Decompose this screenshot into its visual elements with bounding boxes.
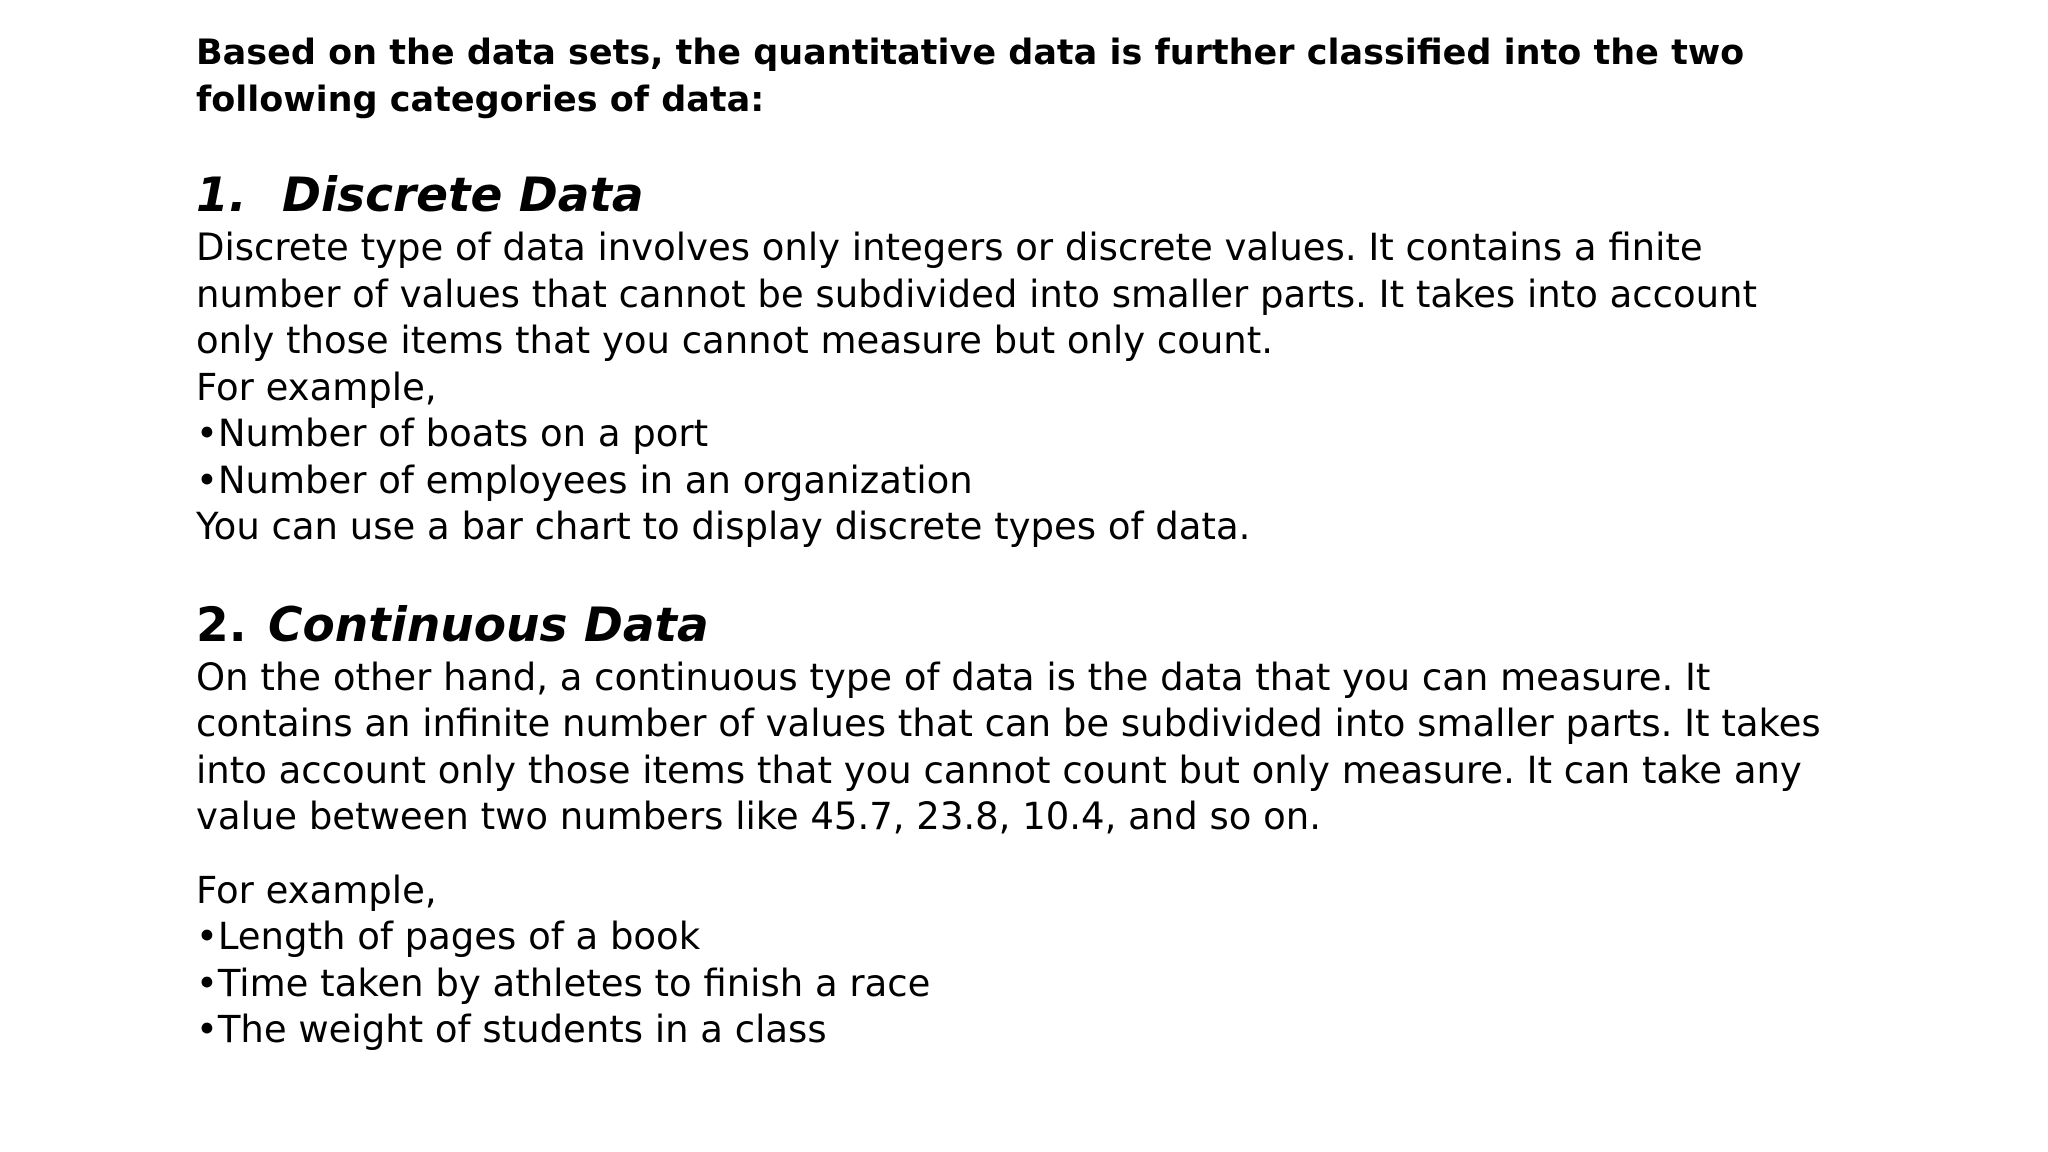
body-line: number of values that cannot be subdivided into smaller parts. It takes into account — [196, 272, 1757, 316]
body-line: value between two numbers like 45.7, 23.8, 10.4, and so on. — [196, 795, 1321, 838]
section-heading-discrete — [196, 167, 1836, 225]
intro-line: Based on the data sets, the quantitative data is further classified into the two — [196, 33, 1745, 73]
section-title: Discrete Data — [282, 168, 644, 223]
intro-text — [196, 30, 1836, 124]
paragraph-gap — [196, 841, 1836, 868]
body-line: Discrete type of data involves only integers or discrete values. It contains a finite — [196, 226, 1703, 269]
list-item: •The weight of students in a class — [196, 1008, 827, 1051]
section-body-discrete — [196, 225, 1836, 551]
body-line: into account only those items that you cannot count but only measure. It can take any — [196, 748, 1802, 792]
section-number: 2. — [196, 597, 247, 653]
section-number: 1. — [196, 168, 247, 223]
list-item: •Number of employees in an organization — [196, 458, 973, 502]
body-line: contains an infinite number of values that can be subdivided into smaller parts. It takes — [196, 702, 1821, 745]
list-item: •Number of boats on a port — [196, 412, 709, 455]
closing-line: You can use a bar chart to display discrete types of data. — [196, 505, 1251, 548]
intro-line: following categories of data: — [196, 80, 765, 120]
section-body-continuous — [196, 655, 1836, 1054]
slide-content — [196, 30, 1836, 1054]
section-heading-continuous — [196, 597, 1836, 655]
example-label: For example, — [196, 868, 437, 912]
body-line: On the other hand, a continuous type of data is the data that you can measure. It — [196, 655, 1711, 699]
body-line: only those items that you cannot measure but only count. — [196, 319, 1274, 362]
example-label: For example, — [196, 365, 437, 409]
list-item: •Length of pages of a book — [196, 915, 701, 958]
section-title: Continuous Data — [268, 597, 709, 653]
list-item: •Time taken by athletes to finish a race — [196, 961, 931, 1005]
